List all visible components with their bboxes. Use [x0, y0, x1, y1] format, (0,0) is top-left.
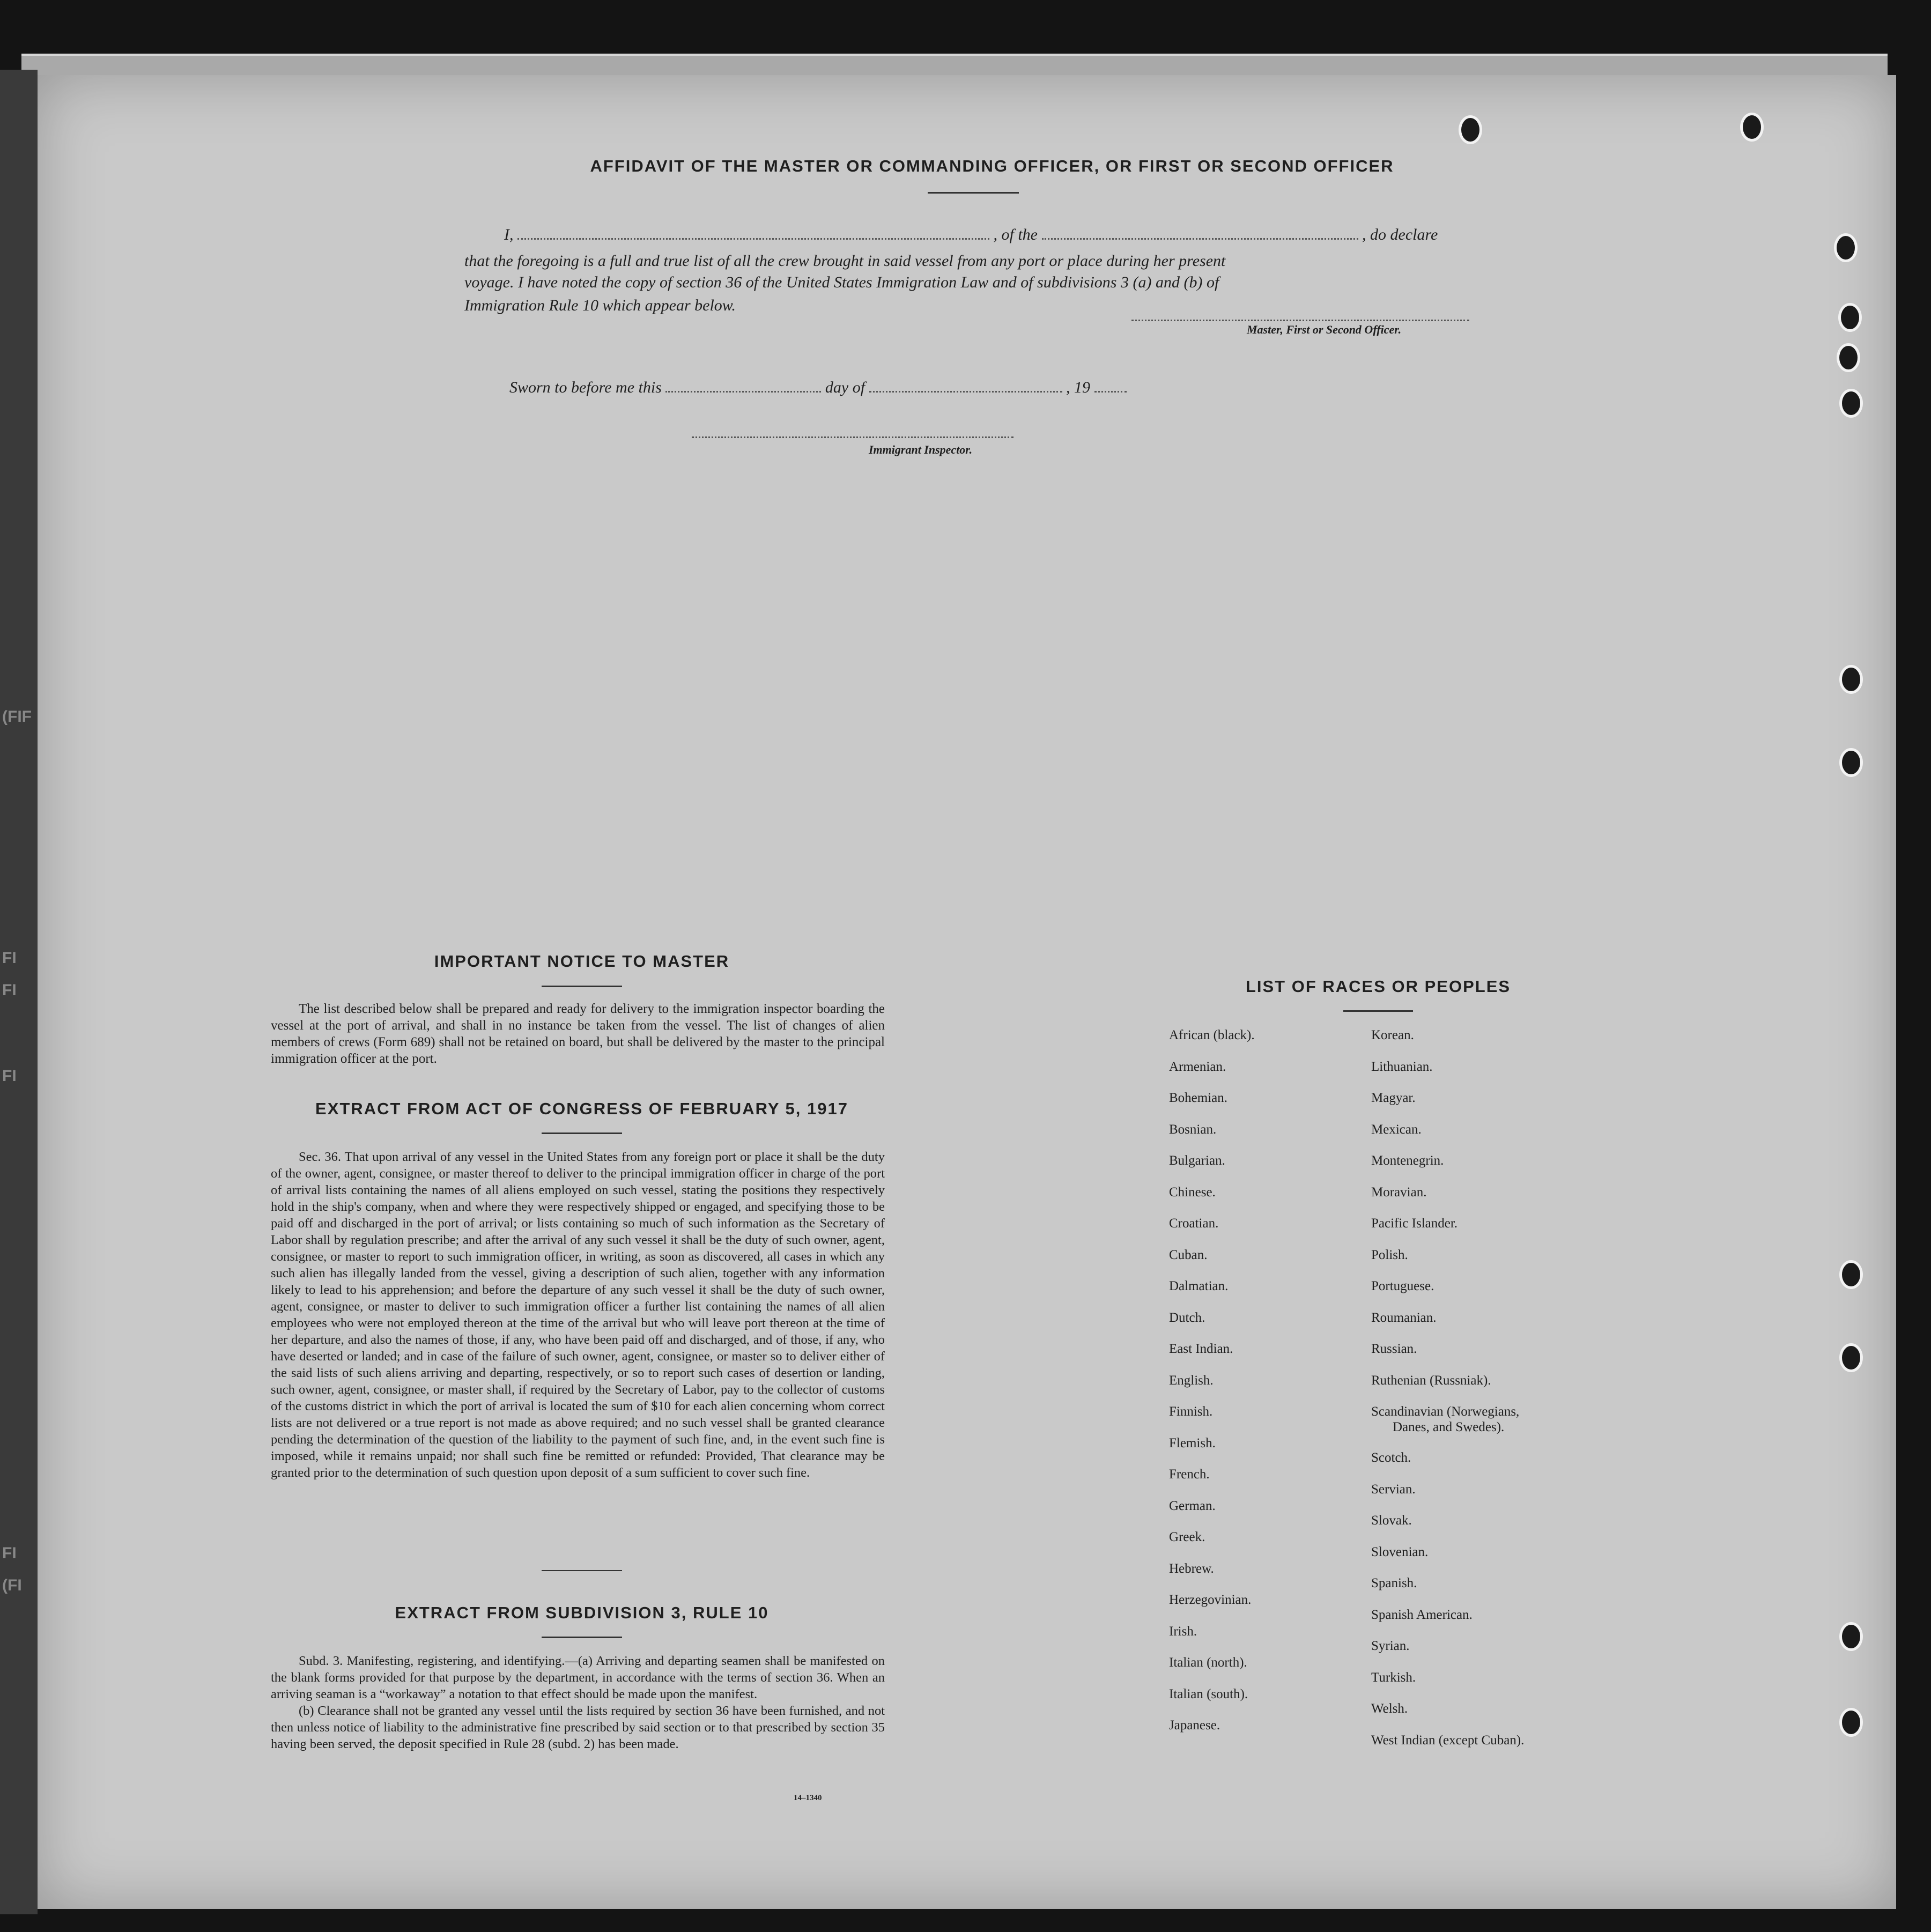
day-blank[interactable]: [665, 378, 821, 393]
affidavit-do-declare: , do declare: [1362, 226, 1438, 243]
race-item: West Indian (except Cuban).: [1371, 1733, 1525, 1748]
vessel-blank[interactable]: [1042, 225, 1358, 240]
edge-mark: FI: [2, 1544, 17, 1562]
binder-hole: [1459, 115, 1482, 144]
race-item: Mexican.: [1371, 1122, 1422, 1137]
race-item: Scandinavian (Norwegians,: [1371, 1404, 1520, 1419]
notice-rule: [542, 986, 622, 987]
races-column-2: [1371, 1020, 1524, 1756]
race-item: Croatian.: [1169, 1216, 1219, 1231]
race-item: Turkish.: [1371, 1670, 1416, 1685]
race-item: Italian (north).: [1169, 1655, 1247, 1670]
race-item: Roumanian.: [1371, 1310, 1437, 1325]
race-item: Portuguese.: [1371, 1279, 1434, 1293]
race-item: Dalmatian.: [1169, 1279, 1229, 1293]
left-edge-strip: [0, 70, 38, 1914]
affidavit-i: I,: [504, 226, 514, 243]
edge-mark: (FIF: [2, 708, 32, 726]
race-item: Bosnian.: [1169, 1122, 1217, 1137]
race-item: Korean.: [1371, 1028, 1414, 1042]
binder-hole: [1740, 113, 1764, 142]
race-item: Montenegrin.: [1371, 1153, 1444, 1168]
binder-hole: [1839, 665, 1863, 694]
race-item: Syrian.: [1371, 1639, 1410, 1653]
race-item: Dutch.: [1169, 1310, 1205, 1325]
binder-hole: [1839, 389, 1863, 418]
sworn-day-of: day of: [825, 379, 865, 396]
race-item: Italian (south).: [1169, 1686, 1248, 1701]
sworn-prefix: Sworn to before me this: [509, 379, 662, 396]
notice-body: [271, 1001, 885, 1067]
race-item: Chinese.: [1169, 1185, 1216, 1200]
race-item: Greek.: [1169, 1530, 1205, 1544]
race-item: Slovak.: [1371, 1513, 1412, 1528]
affidavit-of-the: , of the: [993, 226, 1038, 243]
race-item: Bulgarian.: [1169, 1153, 1225, 1168]
race-item: Spanish American.: [1371, 1607, 1473, 1622]
race-item: Slovenian.: [1371, 1544, 1429, 1559]
binder-hole: [1837, 343, 1860, 372]
rule-extract-title: EXTRACT FROM SUBDIVISION 3, RULE 10: [395, 1603, 769, 1622]
sworn-year: , 19: [1066, 379, 1091, 396]
month-blank[interactable]: [869, 378, 1062, 393]
race-item: Irish.: [1169, 1624, 1197, 1639]
act-extract-title: EXTRACT FROM ACT OF CONGRESS OF FEBRUARY 5, 1917: [315, 1099, 848, 1118]
inspector-label: Immigrant Inspector.: [869, 443, 973, 456]
form-number: 14–1340: [794, 1794, 822, 1802]
race-item: Pacific Islander.: [1371, 1216, 1458, 1231]
subdivision-b-paragraph: (b) Clearance shall not be granted any vessel until the lists required by section 36 have been furnished, and not then unless notice of liability to the administrative fine prescribed by said section or to that prescribed by section 35 having been served, the deposit specified in Rule 28 (subd. 2) has been made.: [271, 1704, 885, 1751]
name-blank[interactable]: [517, 225, 989, 240]
year-blank[interactable]: [1094, 378, 1127, 393]
edge-mark: FI: [2, 1067, 17, 1085]
race-item: Scotch.: [1371, 1450, 1411, 1465]
race-item: Welsh.: [1371, 1701, 1408, 1716]
section-36-paragraph: Sec. 36. That upon arrival of any vessel in the United States from any foreign port or place it shall be the duty of the owner, agent, consignee, or master thereof to deliver to the principal immigration officer in charge of the port of arrival lists containing the names of all aliens employed on such vessel, stating the positions they respectively hold in the ship's company, when and where they were respectively shipped or engaged, and specifying those to be paid off and discharged in the port of arrival; or lists containing so much of such information as the Secretary of Labor shall by regulation prescribe; and after the arrival of any such vessel it shall be the duty of such owner, agent, consignee, or master to report to such immigration officer, in writing, as soon as discovered, all cases in which any such alien has illegally landed from the vessel, giving a description of such alien, together with any information likely to lead to his apprehension; and before the departure of any such vessel it shall be the duty of such owner, agent, consignee, or master to deliver to such immigration officer a further list containing the names of all alien employees who were not employed thereon at the time of the arrival but who will leave port thereon at the time of her departure, and also the names of those, if any, who have been paid off and discharged, and of those, if any, who have deserted or landed; and in case of the failure of such owner, agent, consignee, or master so to deliver either of the said lists of such aliens arriving and departing, respectively, or so to report such cases of desertion or landing, such owner, agent, consignee, or master shall, if required by the Secretary of Labor, pay to the collector of customs of the customs district in which the port of arrival is located the sum of $10 for each alien concerning whom correct lists are not delivered or a true report is not made as above required; and no such vessel shall be granted clearance pending the determination of the question of the liability to the payment of such fine, and, in the event such fine is imposed, while it remains unpaid; nor shall such fine be remitted or refunded: Provided, That clearance may be granted prior to the determination of such question upon deposit of a sum sufficient to cover such fine.: [271, 1150, 885, 1480]
binder-hole: [1839, 1622, 1863, 1651]
notice-paragraph: The list described below shall be prepared and ready for delivery to the immigration inspector boarding the vessel at the port of arrival, and shall in no instance be taken from the vessel. The list of changes of alien members of crews (Form 689) shall not be retained on board, but shall be delivered by the master to the principal immigration officer at the port.: [271, 1002, 885, 1066]
race-item: Spanish.: [1371, 1576, 1417, 1590]
affidavit-line-1: [504, 225, 1438, 244]
binder-hole: [1839, 748, 1863, 777]
subdivision-a-paragraph: Subd. 3. Manifesting, registering, and identifying.—(a) Arriving and departing seamen shall be manifested on the blank forms provided for that purpose by the department, in accordance with the terms of section 36. When an arriving seaman is a “workaway” a notation to that effect should be made upon the manifest.: [271, 1654, 885, 1701]
race-item: Lithuanian.: [1371, 1059, 1433, 1074]
races-column-1: [1169, 1020, 1255, 1742]
race-item: Magyar.: [1371, 1091, 1416, 1105]
binder-hole: [1839, 1260, 1863, 1289]
race-item: Flemish.: [1169, 1435, 1216, 1450]
race-item: East Indian.: [1169, 1342, 1233, 1356]
race-item: Ruthenian (Russniak).: [1371, 1373, 1491, 1388]
edge-mark: FI: [2, 981, 17, 999]
binder-hole: [1834, 233, 1858, 262]
rule-extract-rule: [542, 1637, 622, 1638]
act-extract-body: [271, 1149, 885, 1481]
sworn-line: [509, 378, 1127, 397]
edge-mark: FI: [2, 949, 17, 967]
master-label: Master, First or Second Officer.: [1247, 323, 1402, 336]
race-item: Russian.: [1371, 1342, 1417, 1356]
race-item: German.: [1169, 1498, 1216, 1513]
race-item: Polish.: [1371, 1247, 1408, 1262]
race-item: Japanese.: [1169, 1718, 1220, 1733]
race-item: Danes, and Swedes).: [1393, 1420, 1505, 1434]
races-title: LIST OF RACES OR PEOPLES: [1245, 977, 1511, 996]
rule-extract-body: [271, 1653, 885, 1752]
race-item: Bohemian.: [1169, 1091, 1228, 1105]
race-item: Finnish.: [1169, 1404, 1213, 1419]
race-item: Hebrew.: [1169, 1561, 1214, 1576]
race-item: African (black).: [1169, 1028, 1255, 1042]
affidavit-line-4: Immigration Rule 10 which appear below.: [464, 297, 736, 314]
document-page: [38, 75, 1896, 1909]
affidavit-line-3: voyage. I have noted the copy of section 36 of the United States Immigration Law and of subdivisions 3 (a) and (b) of: [464, 273, 1219, 291]
races-rule: [1343, 1010, 1413, 1012]
page-edge: [21, 54, 1888, 75]
edge-mark: (FI: [2, 1576, 22, 1594]
master-signature-line[interactable]: [1131, 307, 1469, 321]
race-item: Moravian.: [1371, 1185, 1427, 1200]
race-item: English.: [1169, 1373, 1214, 1388]
act-end-rule: [542, 1570, 622, 1571]
binder-hole: [1838, 303, 1862, 332]
act-rule: [542, 1132, 622, 1134]
inspector-signature-line[interactable]: [692, 424, 1013, 438]
notice-title: IMPORTANT NOTICE TO MASTER: [434, 952, 730, 971]
affidavit-line-2: that the foregoing is a full and true list of all the crew brought in said vessel from any port or place during her present: [464, 252, 1226, 270]
binder-hole: [1839, 1343, 1863, 1372]
race-item: Cuban.: [1169, 1247, 1208, 1262]
binder-hole: [1839, 1708, 1863, 1737]
race-item: Servian.: [1371, 1482, 1416, 1497]
affidavit-title: AFFIDAVIT OF THE MASTER OR COMMANDING OFFICER, OR FIRST OR SECOND OFFICER: [590, 157, 1394, 175]
title-rule: [928, 192, 1019, 194]
race-item: Armenian.: [1169, 1059, 1226, 1074]
race-item: French.: [1169, 1467, 1210, 1482]
race-item: Herzegovinian.: [1169, 1593, 1252, 1607]
